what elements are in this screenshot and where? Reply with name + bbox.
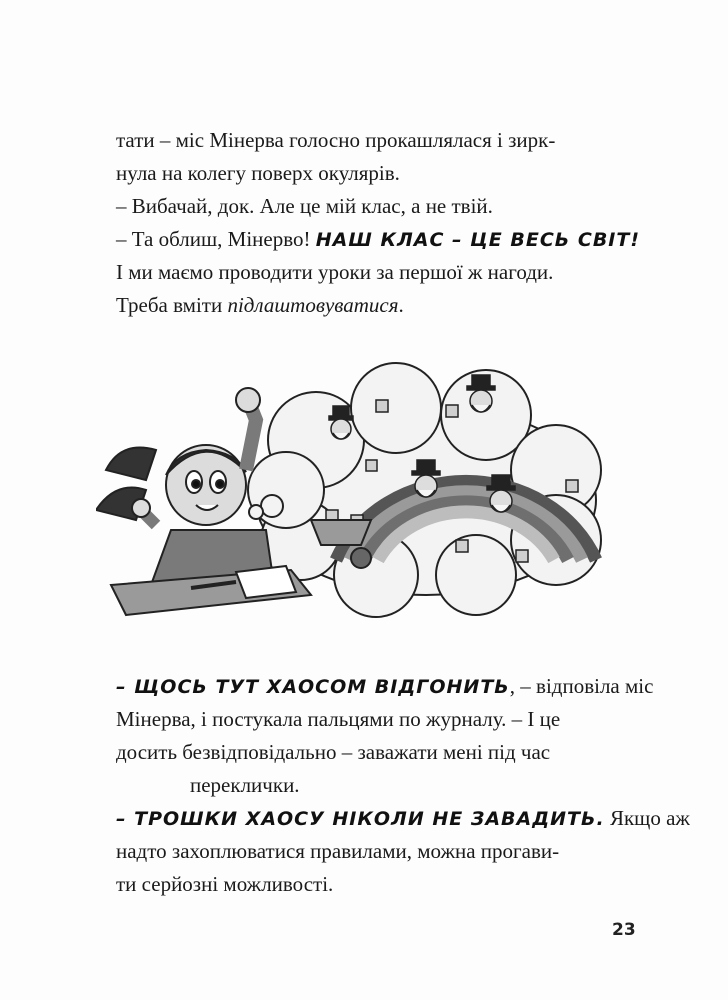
text-line bbox=[116, 703, 612, 736]
text-span: Треба вміти bbox=[116, 293, 228, 317]
text-span: Якщо аж bbox=[604, 806, 690, 830]
text-line bbox=[116, 190, 612, 223]
illustration bbox=[96, 360, 616, 620]
text-line bbox=[116, 256, 612, 289]
handwritten-phrase: НАШ КЛАС – ЦЕ ВЕСЬ СВІТ! bbox=[315, 229, 640, 251]
text-span: переклички. bbox=[190, 773, 300, 797]
text-line bbox=[116, 223, 640, 257]
text-span: досить безвідповідально – заважати мені під час bbox=[116, 740, 551, 764]
text-span: Мінерва, і постукала пальцями по журналу. – І це bbox=[116, 707, 561, 731]
text-line bbox=[116, 868, 612, 901]
handwritten-phrase: – ТРОШКИ ХАОСУ НІКОЛИ НЕ ЗАВАДИТЬ. bbox=[116, 808, 605, 830]
text-line bbox=[190, 769, 686, 802]
text-span: – Вибачай, док. Але це мій клас, а не твій. bbox=[116, 194, 493, 218]
text-line bbox=[116, 670, 654, 704]
text-span: , – відповіла міс bbox=[509, 674, 654, 698]
text-span: надто захоплюватися правилами, можна прогави- bbox=[116, 839, 560, 863]
text-span: – Та облиш, Мінерво! bbox=[116, 227, 316, 251]
text-line bbox=[116, 289, 612, 322]
text-span: ти серйозні можливості. bbox=[116, 872, 334, 896]
text-span: тати – міс Мінерва голосно прокашлялася і зирк- bbox=[116, 128, 556, 152]
text-span: . bbox=[398, 293, 404, 317]
page-number: 23 bbox=[612, 920, 636, 940]
text-line bbox=[116, 835, 612, 868]
text-span: нула на колегу поверх окулярів. bbox=[116, 161, 400, 185]
handwritten-phrase: – ЩОСЬ ТУТ ХАОСОМ ВІДГОНИТЬ bbox=[116, 676, 510, 698]
italic-word: підлаштовуватися bbox=[227, 293, 399, 317]
text-line bbox=[116, 802, 690, 836]
text-line bbox=[116, 157, 612, 190]
text-span: І ми маємо проводити уроки за першої ж нагоди. bbox=[116, 260, 554, 284]
text-line bbox=[116, 736, 612, 769]
text-line bbox=[116, 124, 612, 157]
